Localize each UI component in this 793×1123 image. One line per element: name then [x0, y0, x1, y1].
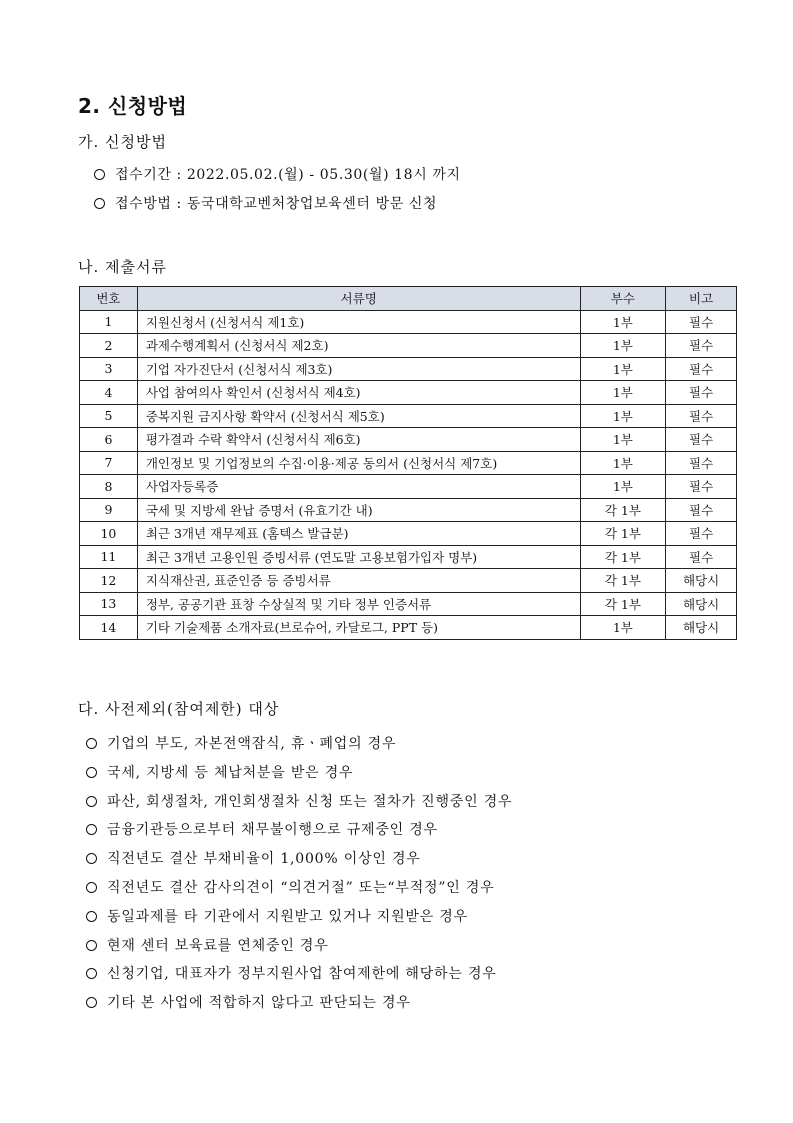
cell-copies: 1부 — [580, 428, 666, 452]
cell-copies: 각 1부 — [580, 569, 666, 593]
cell-number: 4 — [80, 381, 138, 405]
column-header-document-name: 서류명 — [137, 287, 580, 311]
cell-document-name: 최근 3개년 고용인원 증빙서류 (연도말 고용보험가입자 명부) — [137, 545, 580, 569]
cell-document-name: 기업 자가진단서 (신청서식 제3호) — [137, 357, 580, 381]
circle-bullet-icon — [86, 824, 97, 835]
cell-number: 6 — [80, 428, 138, 452]
cell-remarks: 필수 — [666, 522, 737, 546]
circle-bullet-icon — [86, 940, 97, 951]
cell-document-name: 중복지원 금지사항 확약서 (신청서식 제5호) — [137, 404, 580, 428]
exclusion-item-text: 직전년도 결산 감사의견이 “의견거절” 또는“부적정”인 경우 — [107, 879, 495, 896]
table-row — [80, 310, 737, 334]
circle-bullet-icon — [86, 738, 97, 749]
list-item — [86, 851, 512, 880]
table-row — [80, 475, 737, 499]
table-row — [80, 451, 737, 475]
cell-number: 3 — [80, 357, 138, 381]
cell-document-name: 사업자등록증 — [137, 475, 580, 499]
cell-number: 8 — [80, 475, 138, 499]
cell-number: 10 — [80, 522, 138, 546]
list-item — [86, 794, 512, 823]
cell-document-name: 지원신청서 (신청서식 제1호) — [137, 310, 580, 334]
circle-bullet-icon — [86, 882, 97, 893]
cell-copies: 각 1부 — [580, 592, 666, 616]
exclusion-list — [86, 736, 512, 1024]
cell-copies: 1부 — [580, 451, 666, 475]
cell-remarks: 필수 — [666, 498, 737, 522]
cell-number: 12 — [80, 569, 138, 593]
exclusion-item-text: 국세, 지방세 등 체납처분을 받은 경우 — [107, 764, 354, 781]
cell-number: 14 — [80, 616, 138, 640]
cell-document-name: 과제수행계획서 (신청서식 제2호) — [137, 334, 580, 358]
cell-remarks: 해당시 — [666, 592, 737, 616]
cell-document-name: 개인정보 및 기업정보의 수집·이용·제공 동의서 (신청서식 제7호) — [137, 451, 580, 475]
cell-document-name: 평가결과 수락 확약서 (신청서식 제6호) — [137, 428, 580, 452]
cell-remarks: 필수 — [666, 545, 737, 569]
exclusion-item-text: 현재 센터 보육료를 연체중인 경우 — [107, 937, 329, 954]
table-row — [80, 522, 737, 546]
list-item — [86, 765, 512, 794]
exclusion-item-text: 동일과제를 타 기관에서 지원받고 있거나 지원받은 경우 — [107, 908, 468, 925]
application-channel-item — [94, 193, 437, 213]
circle-bullet-icon — [94, 198, 105, 209]
exclusion-item-text: 직전년도 결산 부채비율이 1,000% 이상인 경우 — [107, 851, 421, 868]
table-row — [80, 428, 737, 452]
application-period-text: 접수기간 : 2022.05.02.(월) - 05.30(월) 18시 까지 — [115, 167, 461, 183]
circle-bullet-icon — [86, 997, 97, 1008]
table-row — [80, 498, 737, 522]
cell-remarks: 해당시 — [666, 616, 737, 640]
cell-copies: 각 1부 — [580, 545, 666, 569]
cell-remarks: 해당시 — [666, 569, 737, 593]
column-header-remarks: 비고 — [666, 287, 737, 311]
cell-document-name: 정부, 공공기관 표창 수상실적 및 기타 정부 인증서류 — [137, 592, 580, 616]
cell-document-name: 지식재산권, 표준인증 등 증빙서류 — [137, 569, 580, 593]
exclusion-item-text: 신청기업, 대표자가 정부지원사업 참여제한에 해당하는 경우 — [107, 966, 497, 983]
list-item — [86, 938, 512, 967]
cell-copies: 1부 — [580, 310, 666, 334]
table-row — [80, 404, 737, 428]
cell-remarks: 필수 — [666, 310, 737, 334]
table-row — [80, 334, 737, 358]
cell-number: 2 — [80, 334, 138, 358]
cell-remarks: 필수 — [666, 334, 737, 358]
list-item — [86, 909, 512, 938]
cell-copies: 1부 — [580, 616, 666, 640]
cell-copies: 1부 — [580, 475, 666, 499]
cell-number: 13 — [80, 592, 138, 616]
table-header-row — [80, 287, 737, 311]
table-body — [80, 310, 737, 639]
application-channel-text: 접수방법 : 동국대학교벤처창업보육센터 방문 신청 — [115, 196, 438, 212]
exclusion-item-text: 기업의 부도, 자본전액잠식, 휴ㆍ폐업의 경우 — [107, 736, 397, 752]
column-header-copies: 부수 — [580, 287, 666, 311]
list-item — [86, 966, 512, 995]
table-row — [80, 616, 737, 640]
cell-remarks: 필수 — [666, 475, 737, 499]
cell-number: 5 — [80, 404, 138, 428]
cell-document-name: 기타 기술제품 소개자료(브로슈어, 카달로그, PPT 등) — [137, 616, 580, 640]
section-title: 2. 신청방법 — [78, 94, 188, 118]
cell-number: 7 — [80, 451, 138, 475]
cell-number: 1 — [80, 310, 138, 334]
list-item — [86, 822, 512, 851]
circle-bullet-icon — [86, 767, 97, 778]
cell-copies: 1부 — [580, 381, 666, 405]
table-row — [80, 357, 737, 381]
cell-document-name: 최근 3개년 재무제표 (홈텍스 발급분) — [137, 522, 580, 546]
list-item — [86, 880, 512, 909]
cell-copies: 각 1부 — [580, 498, 666, 522]
exclusion-heading: 다. 사전제외(참여제한) 대상 — [78, 700, 280, 718]
cell-copies: 1부 — [580, 404, 666, 428]
circle-bullet-icon — [86, 911, 97, 922]
list-item — [86, 995, 512, 1024]
column-header-number: 번호 — [80, 287, 138, 311]
cell-copies: 1부 — [580, 357, 666, 381]
circle-bullet-icon — [86, 853, 97, 864]
cell-remarks: 필수 — [666, 451, 737, 475]
circle-bullet-icon — [86, 968, 97, 979]
table-row — [80, 381, 737, 405]
cell-copies: 각 1부 — [580, 522, 666, 546]
cell-copies: 1부 — [580, 334, 666, 358]
table-row — [80, 592, 737, 616]
circle-bullet-icon — [94, 169, 105, 180]
exclusion-item-text: 파산, 회생절차, 개인회생절차 신청 또는 절차가 진행중인 경우 — [107, 793, 513, 810]
cell-remarks: 필수 — [666, 428, 737, 452]
submission-documents-table — [79, 286, 737, 640]
cell-remarks: 필수 — [666, 381, 737, 405]
cell-document-name: 사업 참여의사 확인서 (신청서식 제4호) — [137, 381, 580, 405]
table-row — [80, 569, 737, 593]
cell-document-name: 국세 및 지방세 완납 증명서 (유효기간 내) — [137, 498, 580, 522]
application-method-heading: 가. 신청방법 — [78, 133, 167, 151]
cell-remarks: 필수 — [666, 404, 737, 428]
cell-remarks: 필수 — [666, 357, 737, 381]
cell-number: 9 — [80, 498, 138, 522]
list-item — [86, 736, 512, 765]
cell-number: 11 — [80, 545, 138, 569]
exclusion-item-text: 금융기관등으로부터 채무불이행으로 규제중인 경우 — [107, 822, 438, 839]
table-row — [80, 545, 737, 569]
circle-bullet-icon — [86, 796, 97, 807]
exclusion-item-text: 기타 본 사업에 적합하지 않다고 판단되는 경우 — [107, 995, 411, 1012]
application-period-item — [94, 164, 461, 184]
submission-documents-heading: 나. 제출서류 — [78, 258, 167, 276]
